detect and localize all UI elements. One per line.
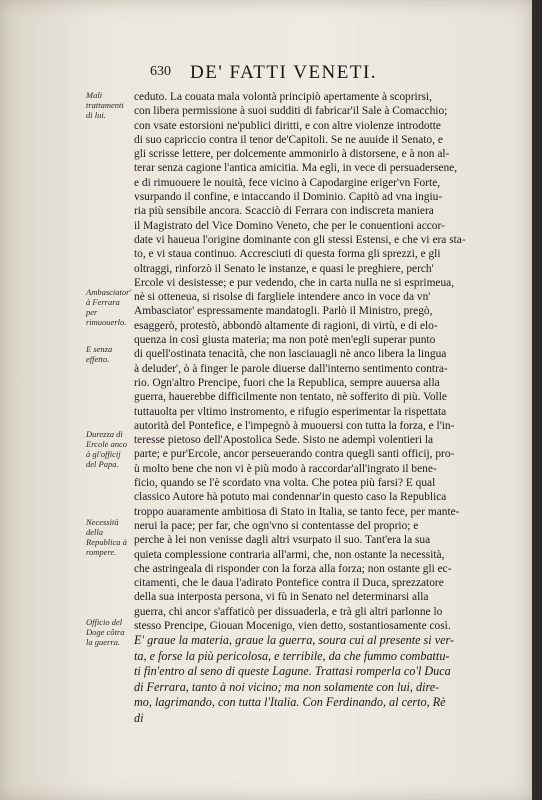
text-line: à deluder', ò à finger le parole diuerse dall'interno sentimento contra-	[134, 362, 448, 375]
text-line: ficio, quando se l'è scordato vna volta. Che potea più farsi? E qual	[134, 477, 436, 490]
text-line: mo, lagrimando, con tutta l'Italia. Con Ferdinando, al certo, Rè	[134, 695, 446, 710]
text-line: e di rimuouere le nouità, fece vicino à Capodargine eriger'vn Forte,	[134, 176, 441, 189]
margin-note: Mali trattamenti di lui.	[86, 90, 124, 120]
margin-note: Necessità della Republica à rompere.	[86, 517, 127, 557]
text-line: rio. Ogn'altro Prencipe, fuori che la Republica, sempre auuersa alla	[134, 376, 440, 389]
text-line: della sua interposta persona, vi fù in Senato nel determinarsi alla	[134, 591, 429, 604]
page-number: 630	[150, 64, 171, 79]
text-line: gli scrisse lettere, per dolcemente ammonirlo à distorsene, e à non al-	[134, 148, 450, 161]
text-line: terar senza cagione l'antica amicitia. Ma egli, in vece di persuadersene,	[134, 162, 458, 175]
text-line: di Ferrara, tanto à noi vicino; ma non solamente con lui, dire-	[134, 679, 440, 694]
text-line: perche à lei non venisse dagli altri vsurpato il suo. Tant'era la sua	[134, 534, 431, 547]
text-line: oltraggi, rinforzò il Senato le instanze, e quasi le preghiere, perch'	[134, 262, 434, 275]
margin-note: Officio del Doge côtra la guerra.	[86, 617, 125, 647]
text-line: guerra, hauerebbe difficilmente non tentato, nè sofferito di più. Volle	[134, 391, 447, 404]
text-line: con libera permissione à suoi sudditi di fabricar'il Sale à Comacchio;	[134, 105, 448, 118]
text-line: che astringeala di risponder con la forza alla forza; non ostante gli ec-	[134, 562, 452, 575]
text-line: E' graue la materia, graue la guerra, soura cui al presente si ver-	[134, 633, 455, 648]
text-line: di suo capriccio contra il tenor de'Capitoli. Se ne auuide il Senato, e	[134, 133, 443, 146]
text-line: vsurpando il confine, e intaccando il Dominio. Capitò ad vna ingiu-	[134, 191, 443, 204]
text-line: Ambasciator' espressamente mandatogli. Parlò il Ministro, pregò,	[134, 305, 433, 318]
text-line: di	[134, 710, 144, 725]
text-line: ria più sensibile ancora. Scacciò di Ferrara con indiscreta maniera	[134, 205, 434, 218]
text-line: to, e vi staua continuo. Accresciuti di questa forma gli sprezzi, e gli	[134, 248, 441, 261]
text-line: Ercole vi desistesse; e pur vedendo, che in carta nulla ne si esprimeua,	[134, 276, 455, 289]
running-title: DE' FATTI VENETI.	[190, 62, 378, 83]
text-line: quieta complessione contraria all'armi, che, non ostante la necessità,	[134, 548, 445, 561]
text-line: ti fin'entro al seno di queste Lagune. Trattasi romperla co'l Duca	[134, 664, 451, 679]
text-line: parte; e pur'Ercole, ancor perseuerando contra quegli santi officij, pro-	[134, 448, 455, 461]
text-line: guerra, chi ancor s'affaticò per dissuaderla, e trà gli altri parlonne lo	[134, 605, 443, 618]
body-text	[134, 90, 514, 726]
text-line: stesso Prencipe, Giouan Mocenigo, vien detto, sostantiosamente così.	[134, 619, 451, 632]
text-line: nerui la pace; per far, che ogn'vno si contentasse del proprio; e	[134, 519, 419, 532]
text-line: ceduto. La couata mala volontà principiò apertamente à scoprirsi,	[134, 91, 432, 103]
text-line: quenza in così giusta materia; ma non potè men'egli superar punto	[134, 334, 436, 347]
text-line: ù molto bene che non vi è più modo à raccordar'all'ingrato il bene-	[134, 462, 437, 475]
text-line: date vi haueua l'origine dominante con gli stessi Estensi, e che vi era sta-	[134, 233, 466, 246]
text-line: il Magistrato del Vice Domino Veneto, che per le conuentioni accor-	[134, 219, 445, 232]
text-line: classico Autore hà potuto mai condennar'in questo caso la Republica	[134, 491, 447, 504]
text-line: citamenti, che le daua l'adirato Pontefice contra il Duca, sprezzatore	[134, 577, 444, 590]
text-line: ta, e forse la più pericolosa, e terribile, da che fummo combattu-	[134, 648, 450, 663]
margin-note: E senza effetto.	[86, 344, 113, 364]
text-line: autorità del Pontefice, e l'impegnò à muouersi con tutta la forza, e l'in-	[134, 419, 455, 432]
page-edge	[532, 0, 542, 800]
text-line: tuttauolta per vltimo instromento, e rifugio esperimentar la rispettata	[134, 405, 447, 418]
margin-note: Durezza di Ercole anco à gl'officij del Papa.	[86, 429, 127, 469]
text-line: con vsate estorsioni ne'publici diritti, e con altre violenze introdotte	[134, 119, 441, 132]
text-line: troppo auaramente ambitiosa di Stato in Italia, se tanto fece, per mante-	[134, 505, 460, 518]
text-line: teresse pietoso dell'Apostolica Sede. Sisto ne adempì volentieri la	[134, 434, 434, 447]
text-line: di quell'ostinata tenacità, che non lasciauagli nè anco libera la lingua	[134, 348, 447, 361]
page-header	[150, 64, 450, 86]
margin-note: Ambasciator' à Ferrara per rimuouerlo.	[86, 287, 132, 327]
text-line: nè si otteneua, si risolse di fargliele intendere anco in voce da vn'	[134, 291, 431, 304]
text-line: esaggerò, protestò, abbondò altamente di ragioni, di virtù, e di elo-	[134, 319, 438, 332]
